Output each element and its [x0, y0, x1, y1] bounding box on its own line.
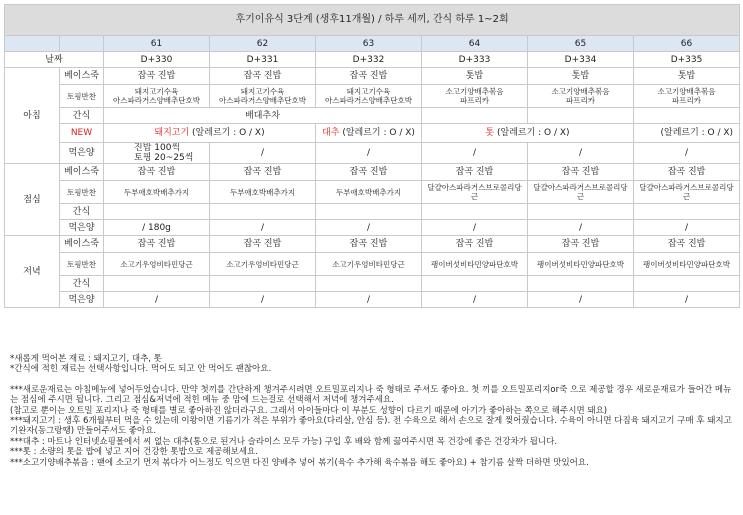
corner-cell: [5, 36, 60, 52]
base-cell: 톳밥: [528, 68, 634, 85]
row-label-snack: 간식: [60, 108, 104, 124]
plan-title: 후기이유식 3단계 (생후11개월) / 하루 세끼, 간식 하루 1~2회: [5, 5, 740, 36]
amount-line: 토핑 20~25씩: [134, 153, 194, 163]
amount-cell: /: [316, 292, 422, 308]
topping-line: 파프리카: [460, 96, 489, 105]
topping-line: 소고기양배추볶음: [551, 87, 610, 96]
base-cell: 잡곡 진밥: [104, 236, 210, 253]
topping-line: 소고기양배추볶음: [657, 87, 716, 96]
topping-line: 파프리카: [566, 96, 595, 105]
amount-cell: /: [210, 292, 316, 308]
amount-cell: /: [634, 292, 740, 308]
topping-cell: 두부애호박배추가지: [104, 181, 210, 204]
corner-cell: [60, 36, 104, 52]
topping-cell: 팽이버섯비타민양파단호박: [422, 253, 528, 276]
topping-line: 돼지고기수육: [240, 87, 285, 96]
note-porridge: (참고로 뿐이는 오트밀 포리지나 죽 형태를 별로 좋아하진 않더라구요. 그래서 아이들마다 이 부분도 성향이 다르기 때문에 아기가 좋아하는 쪽으로 해주시면 돼요): [10, 405, 608, 416]
topping-cell: 두부애호박배추가지: [210, 181, 316, 204]
amount-cell: /: [422, 220, 528, 236]
snack-cell: [528, 204, 634, 220]
base-cell: 잡곡 진밥: [210, 68, 316, 85]
row-label-topping: 토핑반찬: [60, 181, 104, 204]
spacer: [10, 375, 736, 385]
meal-label-lunch: 점심: [5, 164, 60, 236]
topping-line: 아스파라거스양배추단호박: [219, 96, 306, 105]
date-label: 날짜: [5, 52, 104, 68]
row-label-topping: 토핑반찬: [60, 85, 104, 108]
base-cell: 잡곡 진밥: [104, 68, 210, 85]
topping-cell: 달걀아스파라거스브로콜리당근: [528, 181, 634, 204]
note-pork: ***돼지고기 : 생후 6개월부터 먹을 수 있는데 이왕이면 기름기가 적은 부위가 좋아요(다리살, 안심 등). 전 수육으로 해서 손으로 잘게 찢어줬습니다. 수육이 아니면 다짐육 돼지고기 구매 후 돼지고기완자(동그랑땡) 만들어주셔도 좋아요.: [10, 416, 732, 437]
topping-line: 아스파라거스양배추단호박: [113, 96, 200, 105]
topping-cell: 팽이버섯비타민양파단호박: [528, 253, 634, 276]
snack-cell: [634, 204, 740, 220]
base-cell: 잡곡 진밥: [634, 236, 740, 253]
row-label-snack: 간식: [60, 204, 104, 220]
base-cell: 잡곡 진밥: [422, 236, 528, 253]
allergy-check: (알레르기 : O / X): [634, 124, 740, 143]
day-number: 65: [528, 36, 634, 52]
new-ingredient-name: 돼지고기: [154, 128, 190, 138]
snack-cell: [422, 276, 528, 292]
base-cell: 잡곡 진밥: [528, 164, 634, 181]
new-ingredient-pork: [104, 124, 316, 143]
base-cell: 잡곡 진밥: [210, 236, 316, 253]
new-ingredient-name: 대추: [322, 128, 340, 138]
base-cell: 잡곡 진밥: [316, 164, 422, 181]
amount-cell: /: [528, 143, 634, 164]
date-cell: D+330: [104, 52, 210, 68]
base-cell: 잡곡 진밥: [528, 236, 634, 253]
meal-label-dinner: 저녁: [5, 236, 60, 308]
note-new-ingredient-placement: ***새로운재료는 아침메뉴에 넣어두었습니다. 만약 첫끼를 간단하게 챙겨주시려면 오트밀포리지나 죽 형태로 주셔도 좋아요. 첫 끼를 오트밀포리지or죽 으로 제공할 경우 새로운재료가 들어간 메뉴는 점심에 주시면 됩니다. 그리고 점심&저녁에 적힌 메뉴 중 맘에 드는걸로 선택해서 저녁에 챙겨주세요.: [10, 384, 732, 406]
date-cell: D+334: [528, 52, 634, 68]
day-number: 66: [634, 36, 740, 52]
row-label-base: 베이스죽: [60, 68, 104, 85]
date-cell: D+332: [316, 52, 422, 68]
topping-cell: [104, 85, 210, 108]
amount-cell: /: [210, 143, 316, 164]
topping-cell: 달걀아스파라거스브로콜리당근: [634, 181, 740, 204]
topping-cell: 두부애호박배추가지: [316, 181, 422, 204]
base-cell: 잡곡 진밥: [210, 164, 316, 181]
topping-line: 돼지고기수육: [346, 87, 391, 96]
meal-label-breakfast: 아침: [5, 68, 60, 164]
note-jujube: ***대추 : 마트나 인터넷쇼핑몰에서 씨 없는 대추(통으로 된거나 슬라이스 모두 가능) 구입 후 배와 함께 끓여주시면 목 건강에 좋은 건강차가 됩니다.: [10, 436, 558, 447]
topping-cell: [422, 85, 528, 108]
amount-cell: /: [634, 143, 740, 164]
row-label-base: 베이스죽: [60, 164, 104, 181]
allergy-check: (알레르기 : O / X): [192, 128, 265, 138]
note-beef-cabbage: ***소고기양배추볶음 : 팬에 소고기 먼저 볶다가 어느정도 익으면 다진 양배추 넣어 볶기(육수 추가해 육수볶음 해도 좋아요) + 참기름 살짝 더하면 맛있어요.: [10, 457, 589, 468]
day-number: 64: [422, 36, 528, 52]
base-cell: 잡곡 진밥: [316, 236, 422, 253]
topping-line: 소고기양배추볶음: [445, 87, 504, 96]
base-cell: 톳밥: [634, 68, 740, 85]
topping-cell: 소고기우엉비타민당근: [210, 253, 316, 276]
snack-cell: [104, 204, 210, 220]
amount-cell: /: [316, 143, 422, 164]
topping-cell: [210, 85, 316, 108]
snack-cell: [634, 108, 740, 124]
new-ingredient-jujube: [316, 124, 422, 143]
row-label-base: 베이스죽: [60, 236, 104, 253]
note-new-ingredients: *새롭게 먹어본 재료 : 돼지고기, 대추, 톳: [10, 354, 162, 364]
topping-line: 아스파라거스양배추단호박: [325, 96, 412, 105]
topping-cell: 소고기우엉비타민당근: [104, 253, 210, 276]
row-label-new: NEW: [60, 124, 104, 143]
amount-cell: /: [316, 220, 422, 236]
amount-line: 진밥 100씩: [134, 143, 181, 153]
amount-cell: /: [528, 220, 634, 236]
topping-line: 돼지고기수육: [134, 87, 179, 96]
base-cell: 잡곡 진밥: [422, 164, 528, 181]
snack-cell: 배대추차: [104, 108, 422, 124]
snack-cell: [422, 204, 528, 220]
base-cell: 잡곡 진밥: [634, 164, 740, 181]
topping-cell: 달걀아스파라거스브로콜리당근: [422, 181, 528, 204]
amount-cell: /: [104, 292, 210, 308]
snack-cell: [422, 108, 528, 124]
amount-cell: /: [422, 292, 528, 308]
topping-cell: [634, 85, 740, 108]
snack-cell: [528, 276, 634, 292]
topping-cell: 소고기우엉비타민당근: [316, 253, 422, 276]
row-label-snack: 간식: [60, 276, 104, 292]
snack-cell: [104, 276, 210, 292]
date-cell: D+331: [210, 52, 316, 68]
snack-cell: [210, 276, 316, 292]
snack-cell: [316, 276, 422, 292]
row-label-amount: 먹은양: [60, 292, 104, 308]
day-number: 62: [210, 36, 316, 52]
allergy-check: (알레르기 : O / X): [497, 128, 570, 138]
meal-plan-table: [4, 4, 740, 308]
amount-cell: /: [634, 220, 740, 236]
day-number: 63: [316, 36, 422, 52]
amount-cell: /: [210, 220, 316, 236]
base-cell: 톳밥: [422, 68, 528, 85]
notes-section: [10, 354, 736, 468]
topping-line: 파프리카: [672, 96, 702, 105]
snack-cell: [210, 204, 316, 220]
snack-cell: [634, 276, 740, 292]
day-number: 61: [104, 36, 210, 52]
note-snack: *간식에 적힌 재료는 선택사항입니다. 먹어도 되고 안 먹어도 괜찮아요.: [10, 364, 272, 375]
topping-cell: [316, 85, 422, 108]
allergy-check: (알레르기 : O / X): [342, 128, 415, 138]
base-cell: 잡곡 진밥: [104, 164, 210, 181]
amount-cell: / 180g: [104, 220, 210, 236]
date-cell: D+333: [422, 52, 528, 68]
new-ingredient-seaweed: [422, 124, 634, 143]
note-seaweed: ***톳 : 소량의 톳을 밥에 넣고 지어 건강한 톳밥으로 제공해보세요.: [10, 447, 258, 458]
snack-cell: [528, 108, 634, 124]
row-label-amount: 먹은양: [60, 220, 104, 236]
row-label-amount: 먹은양: [60, 143, 104, 164]
topping-cell: 팽이버섯비타민양파단호박: [634, 253, 740, 276]
date-cell: D+335: [634, 52, 740, 68]
amount-cell: /: [528, 292, 634, 308]
snack-cell: [316, 204, 422, 220]
amount-cell: /: [422, 143, 528, 164]
new-ingredient-name: 톳: [485, 128, 495, 138]
row-label-topping: 토핑반찬: [60, 253, 104, 276]
base-cell: 잡곡 진밥: [316, 68, 422, 85]
amount-cell: [104, 143, 210, 164]
topping-cell: [528, 85, 634, 108]
